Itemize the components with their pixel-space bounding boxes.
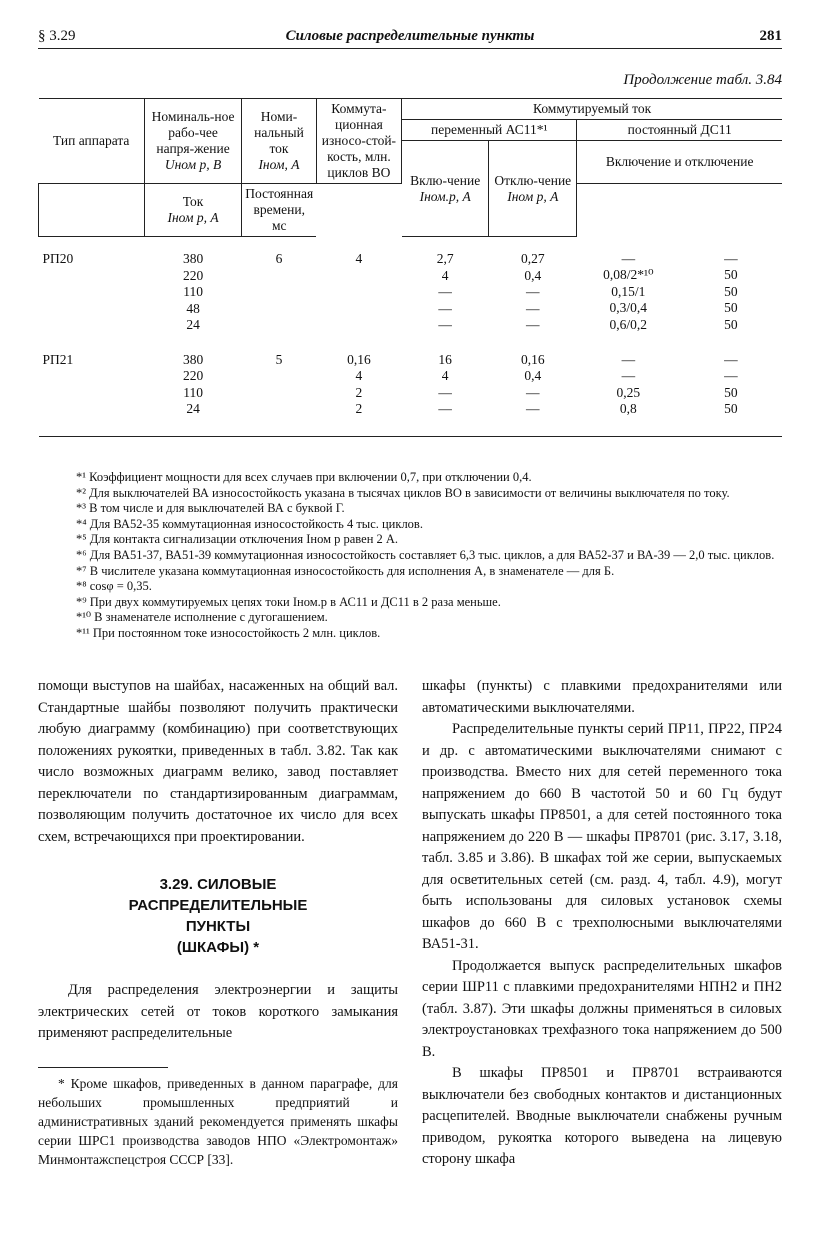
cell-time-constant: — 50 50 50 50 [724,250,738,332]
table-note: *⁶ Для ВА51-37, ВА51-39 коммутационная износостойкость составляет 6,3 тыс. циклов, а для ВА52-37 и ВА-39 — 2,0 тыс. циклов. [76,547,775,562]
cell-durability: 0,16 4 2 2 [316,334,401,437]
header-switched-current: Коммутируемый ток [402,99,782,120]
header-off: Отклю-чение Iном р, А [489,141,577,237]
cell-current: 6 [275,251,283,266]
table-note: *¹¹ При постоянном токе износостойкость 2 млн. циклов. [76,625,381,640]
cell-voltage: 380 220 110 48 24 [182,251,204,332]
header-dc: постоянный ДС11 [577,120,782,141]
table-row [39,237,783,334]
cell-on: 2,7 4 — — — [436,251,454,332]
header-voltage: Номиналь-ное рабо-чее напря-жение Uном р, В [144,99,241,184]
table-note: *⁷ В числителе указана коммутационная износостойкость для исполнения А, в знаменателе — для Б. [76,563,615,578]
body-paragraph: Для распределения электроэнергии и защиты электрических сетей от токов короткого замыкания применяют распределительные [38,982,398,1041]
footnote: * Кроме шкафов, приведенных в данном параграфе, для небольших промышленных предприятий и административных зданий рекомендуется применять шкафы серии ШРС1 производства заводов НПО «Электромонтаж» Минмонтажспецстроя СССР [33]. [38,1075,398,1167]
table-note: *⁵ Для контакта сигнализации отключения Iном р равен 2 А. [76,532,399,547]
table-note: *⁸ cosφ = 0,35. [76,579,152,594]
table-note: *¹ Коэффициент мощности для всех случаев при включении 0,7, при отключении 0,4. [76,470,532,484]
table-notes [38,470,782,642]
section-number: § 3.29 [38,28,76,44]
body-paragraph: Распределительные пункты серий ПР11, ПР22, ПР24 и др. с автоматическими выключателями снимают с производства. Вместо них для сетей переменного тока напряжением до 660 В частотой 50 и 60 Гц будут выпускать шкафы ПР8501, а для сетей постоянного тока напряжением до 220 В — шкафы ПР8701 (рис. 3.17, 3.18, табл. 3.85 и 3.86). В шкафах той же серии, выпускаемых для осветительных сетей (см. разд. 4, табл. 4.9), могут быть использованы для силовых установок схемы шкафов до 660 В с трехполюсными выключателями ВА51-31. [422,721,782,952]
header-on: Вклю-чение Iном.р, А [402,141,489,237]
header-type-gap [39,184,145,237]
cell-voltage: 380 220 110 24 [144,334,241,437]
header-durability: Коммута-ционная износо-стой-кость, млн. циклов ВО [316,99,401,184]
cell-dc-current: — — 0,25 0,8 [577,334,680,437]
cell-current: 5 [242,334,316,437]
right-text-column [422,676,782,1171]
body-paragraph: шкафы (пункты) с плавкими предохранителями или автоматическими выключателями. [422,678,782,716]
body-paragraph: помощи выступов на шайбах, насаженных на общий вал. Стандартные шайбы позволяют получить практически любую диаграмму (комбинацию) при соответствующих положениях рукоятки, приведенных в табл. 3.82. Так как число возможных диаграмм велико, завод поставляет переключатели по стандартизированным диаграммам, позволяющим получить достаточное их число для всех схем, встречающихся при проектировании. [38,678,398,845]
left-text-column [38,676,398,1169]
table-note: *⁹ При двух коммутируемых цепях токи Iном.р в АС11 и ДС11 в 2 раза меньше. [76,594,501,609]
cell-type: РП20 [42,251,74,266]
specs-table [38,98,782,437]
cell-off: 0,16 0,4 — — [489,334,577,437]
cell-type: РП21 [39,334,145,437]
table-row [39,334,783,437]
header-ac: переменный АС11*¹ [402,120,577,141]
table-continuation-label: Продолжение табл. 3.84 [623,72,782,88]
table-note: *² Для выключателей ВА износостойкость указана в тысячах циклов ВО в зависимости от величины выключателя по току. [76,485,730,500]
running-title: Силовые распределительные пункты [285,28,535,44]
cell-dc-current: — 0,08/2*¹⁰ 0,15/1 0,3/0,4 0,6/0,2 [603,250,654,332]
header-type: Тип аппарата [39,99,145,184]
page-number: 281 [759,28,782,44]
running-header [38,24,782,48]
table-note: *⁴ Для ВА52-35 коммутационная износостойкость 4 тыс. циклов. [76,516,423,531]
body-paragraph: Продолжается выпуск распределительных шкафов серии ШР11 с плавкими предохранителями НПН2 и ПН2 (табл. 3.87). Эти шкафы должны применяться в силовых электроустановках трехфазного тока напряжением до 500 В. [422,957,782,1060]
cell-off: 0,27 0,4 — — — [520,251,545,332]
header-dc-current: Ток Iном р, А [144,184,241,237]
cell-on: 16 4 — — [402,334,489,437]
header-time-constant: Постоянная времени, мс [242,184,316,237]
table-note: *³ В том числе и для выключателей ВА с буквой Г. [76,501,345,516]
section-heading: 3.29. СИЛОВЫЕ РАСПРЕДЕЛИТЕЛЬНЫЕ ПУНКТЫ (ШКАФЫ) * [128,876,308,956]
header-on-off: Включение и отключение [577,141,782,184]
body-paragraph: В шкафы ПР8501 и ПР8701 встраиваются выключатели без свободных контактов и дистанционных расцепителей. Вводные выключатели снабжены ручным приводом, рукоятка которого выведена на лицевую сторону шкафа [422,1065,782,1167]
footnote-rule [38,1067,168,1068]
cell-durability: 4 [355,250,363,266]
table-note: *¹⁰ В знаменателе исполнение с дугогашением. [76,610,328,625]
header-current: Номи-нальный ток Iном, А [242,99,316,184]
header-rule [38,48,782,49]
cell-time-constant: — — 50 50 [680,334,782,437]
